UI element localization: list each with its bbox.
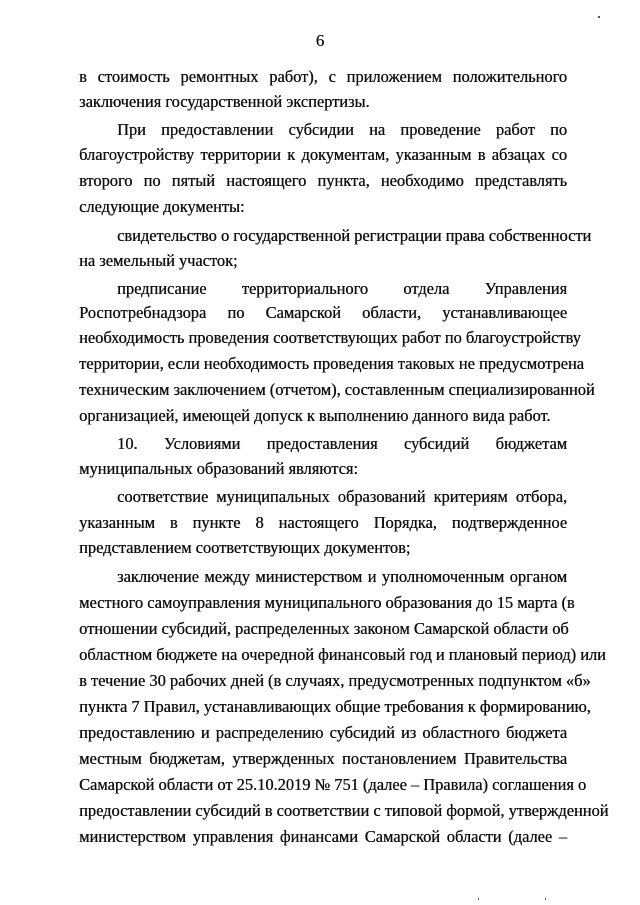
text-line: второго по пятый настоящего пункта, необходимо представлять: [79, 171, 567, 190]
scan-speck: [598, 16, 600, 18]
text-line: необходимость проведения соответствующих работ по благоустройству: [79, 328, 581, 347]
text-line: предоставлении субсидий в соответствии с типовой формой, утвержденной: [79, 801, 609, 820]
text-line: отношении субсидий, распределенных законом Самарской области об: [79, 619, 569, 638]
text-line: заключение между министерством и уполномоченным органом: [117, 567, 567, 586]
text-line: благоустройству территории к документам, указанным в абзацах со: [79, 145, 567, 164]
text-line: предписание территориального отдела Управления: [117, 279, 567, 298]
text-line: представлением соответствующих документов;: [79, 538, 411, 557]
text-line: техническим заключением (отчетом), составленным специализированной: [79, 380, 595, 399]
scan-speck: [478, 898, 479, 900]
scan-speck: [545, 898, 546, 900]
text-line: При предоставлении субсидии на проведение работ по: [117, 120, 567, 139]
text-line: на земельный участок;: [79, 251, 238, 270]
text-line: предоставлению и распределению субсидий из областного бюджета: [79, 723, 567, 742]
text-line: указанным в пункте 8 настоящего Порядка, подтвержденное: [79, 513, 567, 532]
text-line: Роспотребнадзора по Самарской области, устанавливающее: [79, 303, 567, 322]
text-line: Самарской области от 25.10.2019 № 751 (далее – Правила) соглашения о: [79, 775, 587, 794]
text-line: свидетельство о государственной регистрации права собственности: [117, 226, 592, 245]
text-line: муниципальных образований являются:: [79, 459, 358, 478]
text-line: соответствие муниципальных образований критериям отбора,: [117, 487, 567, 506]
text-line: областном бюджете на очередной финансовый год и плановый период) или: [79, 645, 606, 664]
text-line: организацией, имеющей допуск к выполнению данного вида работ.: [79, 406, 551, 425]
text-line: пункта 7 Правил, устанавливающих общие требования к формированию,: [79, 697, 591, 716]
text-line: в течение 30 рабочих дней (в случаях, предусмотренных подпунктом «б»: [79, 671, 591, 690]
text-line: следующие документы:: [79, 197, 245, 216]
text-line: территории, если необходимость проведения таковых не предусмотрена: [79, 354, 584, 373]
page-number: 6: [315, 31, 325, 50]
text-line: местного самоуправления муниципального образования до 15 марта (в: [79, 593, 575, 612]
text-line: 10. Условиями предоставления субсидий бюджетам: [117, 434, 567, 453]
text-line: заключения государственной экспертизы.: [79, 92, 370, 111]
text-line: местным бюджетам, утвержденных постановлением Правительства: [79, 749, 567, 768]
text-line: в стоимость ремонтных работ), с приложением положительного: [79, 67, 567, 86]
text-line: министерством управления финансами Самарской области (далее –: [79, 827, 567, 846]
